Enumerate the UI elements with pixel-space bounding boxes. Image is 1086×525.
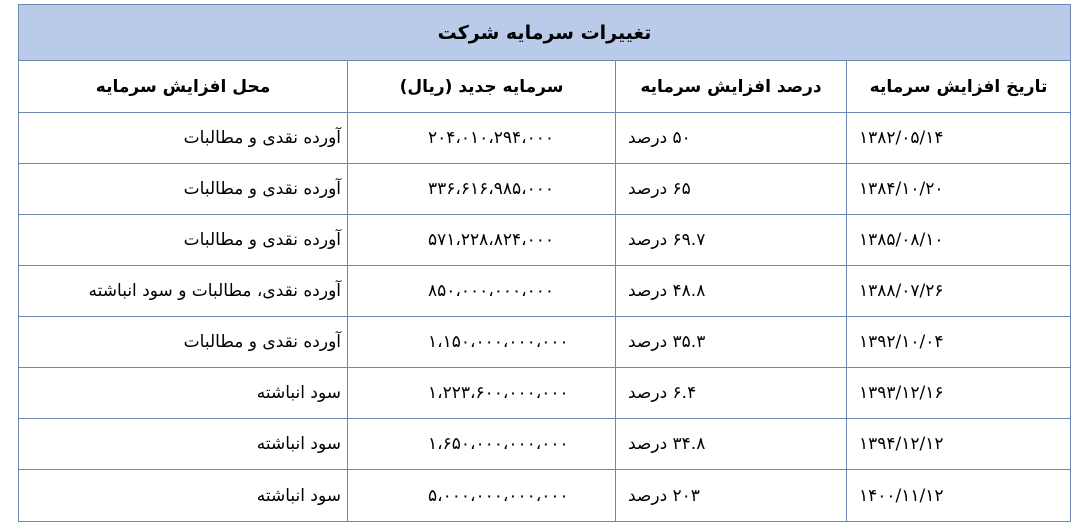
cell-percent: ۵۰ درصد xyxy=(616,113,847,164)
cell-capital xyxy=(348,164,616,215)
cell-capital xyxy=(348,215,616,266)
header-source: محل افزایش سرمایه xyxy=(19,61,348,113)
cell-date-text: ۱۳۸۵/۰۸/۱۰ xyxy=(859,230,944,250)
cell-capital-text: ۸۵۰،۰۰۰،۰۰۰،۰۰۰ xyxy=(428,281,555,301)
cell-source: سود انباشته xyxy=(19,368,348,419)
cell-date xyxy=(847,266,1071,317)
cell-source: آورده نقدی و مطالبات xyxy=(19,317,348,368)
cell-capital xyxy=(348,113,616,164)
cell-date xyxy=(847,419,1071,470)
cell-percent: ۶.۴ درصد xyxy=(616,368,847,419)
cell-capital xyxy=(348,266,616,317)
cell-source: آورده نقدی و مطالبات xyxy=(19,164,348,215)
header-date: تاریخ افزایش سرمایه xyxy=(847,61,1071,113)
table-row xyxy=(19,113,1071,164)
cell-capital-text: ۲۰۴،۰۱۰،۲۹۴،۰۰۰ xyxy=(428,128,555,148)
cell-date-text: ۱۳۹۲/۱۰/۰۴ xyxy=(859,332,944,352)
header-capital: سرمایه جدید (ریال) xyxy=(348,61,616,113)
cell-date-text: ۱۳۸۲/۰۵/۱۴ xyxy=(859,128,944,148)
header-percent: درصد افزایش سرمایه xyxy=(616,61,847,113)
cell-date xyxy=(847,215,1071,266)
cell-capital-text: ۵۷۱،۲۲۸،۸۲۴،۰۰۰ xyxy=(428,230,555,250)
cell-source: آورده نقدی و مطالبات xyxy=(19,215,348,266)
cell-date-text: ۱۳۹۴/۱۲/۱۲ xyxy=(859,434,944,454)
cell-percent: ۴۸.۸ درصد xyxy=(616,266,847,317)
table-row xyxy=(19,470,1071,522)
table-row xyxy=(19,215,1071,266)
cell-date xyxy=(847,470,1071,522)
cell-capital-text: ۵،۰۰۰،۰۰۰،۰۰۰،۰۰۰ xyxy=(428,485,569,506)
capital-changes-table xyxy=(18,4,1071,522)
cell-percent: ۶۹.۷ درصد xyxy=(616,215,847,266)
cell-capital xyxy=(348,317,616,368)
table-row xyxy=(19,164,1071,215)
cell-source: سود انباشته xyxy=(19,419,348,470)
table-title-row xyxy=(19,5,1071,61)
table-row xyxy=(19,368,1071,419)
cell-date xyxy=(847,164,1071,215)
cell-percent: ۲۰۳ درصد xyxy=(616,470,847,522)
cell-percent: ۳۴.۸ درصد xyxy=(616,419,847,470)
cell-date xyxy=(847,113,1071,164)
cell-capital xyxy=(348,368,616,419)
table-row xyxy=(19,266,1071,317)
cell-capital-text: ۱،۶۵۰،۰۰۰،۰۰۰،۰۰۰ xyxy=(428,434,569,454)
cell-date-text: ۱۳۸۸/۰۷/۲۶ xyxy=(859,281,944,301)
cell-date-text: ۱۴۰۰/۱۱/۱۲ xyxy=(859,485,944,506)
table-header-row xyxy=(19,61,1071,113)
cell-source: آورده نقدی و مطالبات xyxy=(19,113,348,164)
cell-date xyxy=(847,368,1071,419)
cell-percent: ۳۵.۳ درصد xyxy=(616,317,847,368)
cell-date-text: ۱۳۸۴/۱۰/۲۰ xyxy=(859,179,944,199)
cell-percent: ۶۵ درصد xyxy=(616,164,847,215)
cell-capital-text: ۱،۲۲۳،۶۰۰،۰۰۰،۰۰۰ xyxy=(428,383,569,403)
table-row xyxy=(19,317,1071,368)
cell-capital-text: ۱،۱۵۰،۰۰۰،۰۰۰،۰۰۰ xyxy=(428,332,569,352)
cell-capital xyxy=(348,470,616,522)
cell-source: آورده نقدی، مطالبات و سود انباشته xyxy=(19,266,348,317)
cell-capital-text: ۳۳۶،۶۱۶،۹۸۵،۰۰۰ xyxy=(428,179,555,199)
cell-date-text: ۱۳۹۳/۱۲/۱۶ xyxy=(859,383,944,403)
cell-date xyxy=(847,317,1071,368)
cell-capital xyxy=(348,419,616,470)
table-title: تغییرات سرمایه شرکت xyxy=(19,5,1071,61)
cell-source: سود انباشته xyxy=(19,470,348,522)
table-row xyxy=(19,419,1071,470)
